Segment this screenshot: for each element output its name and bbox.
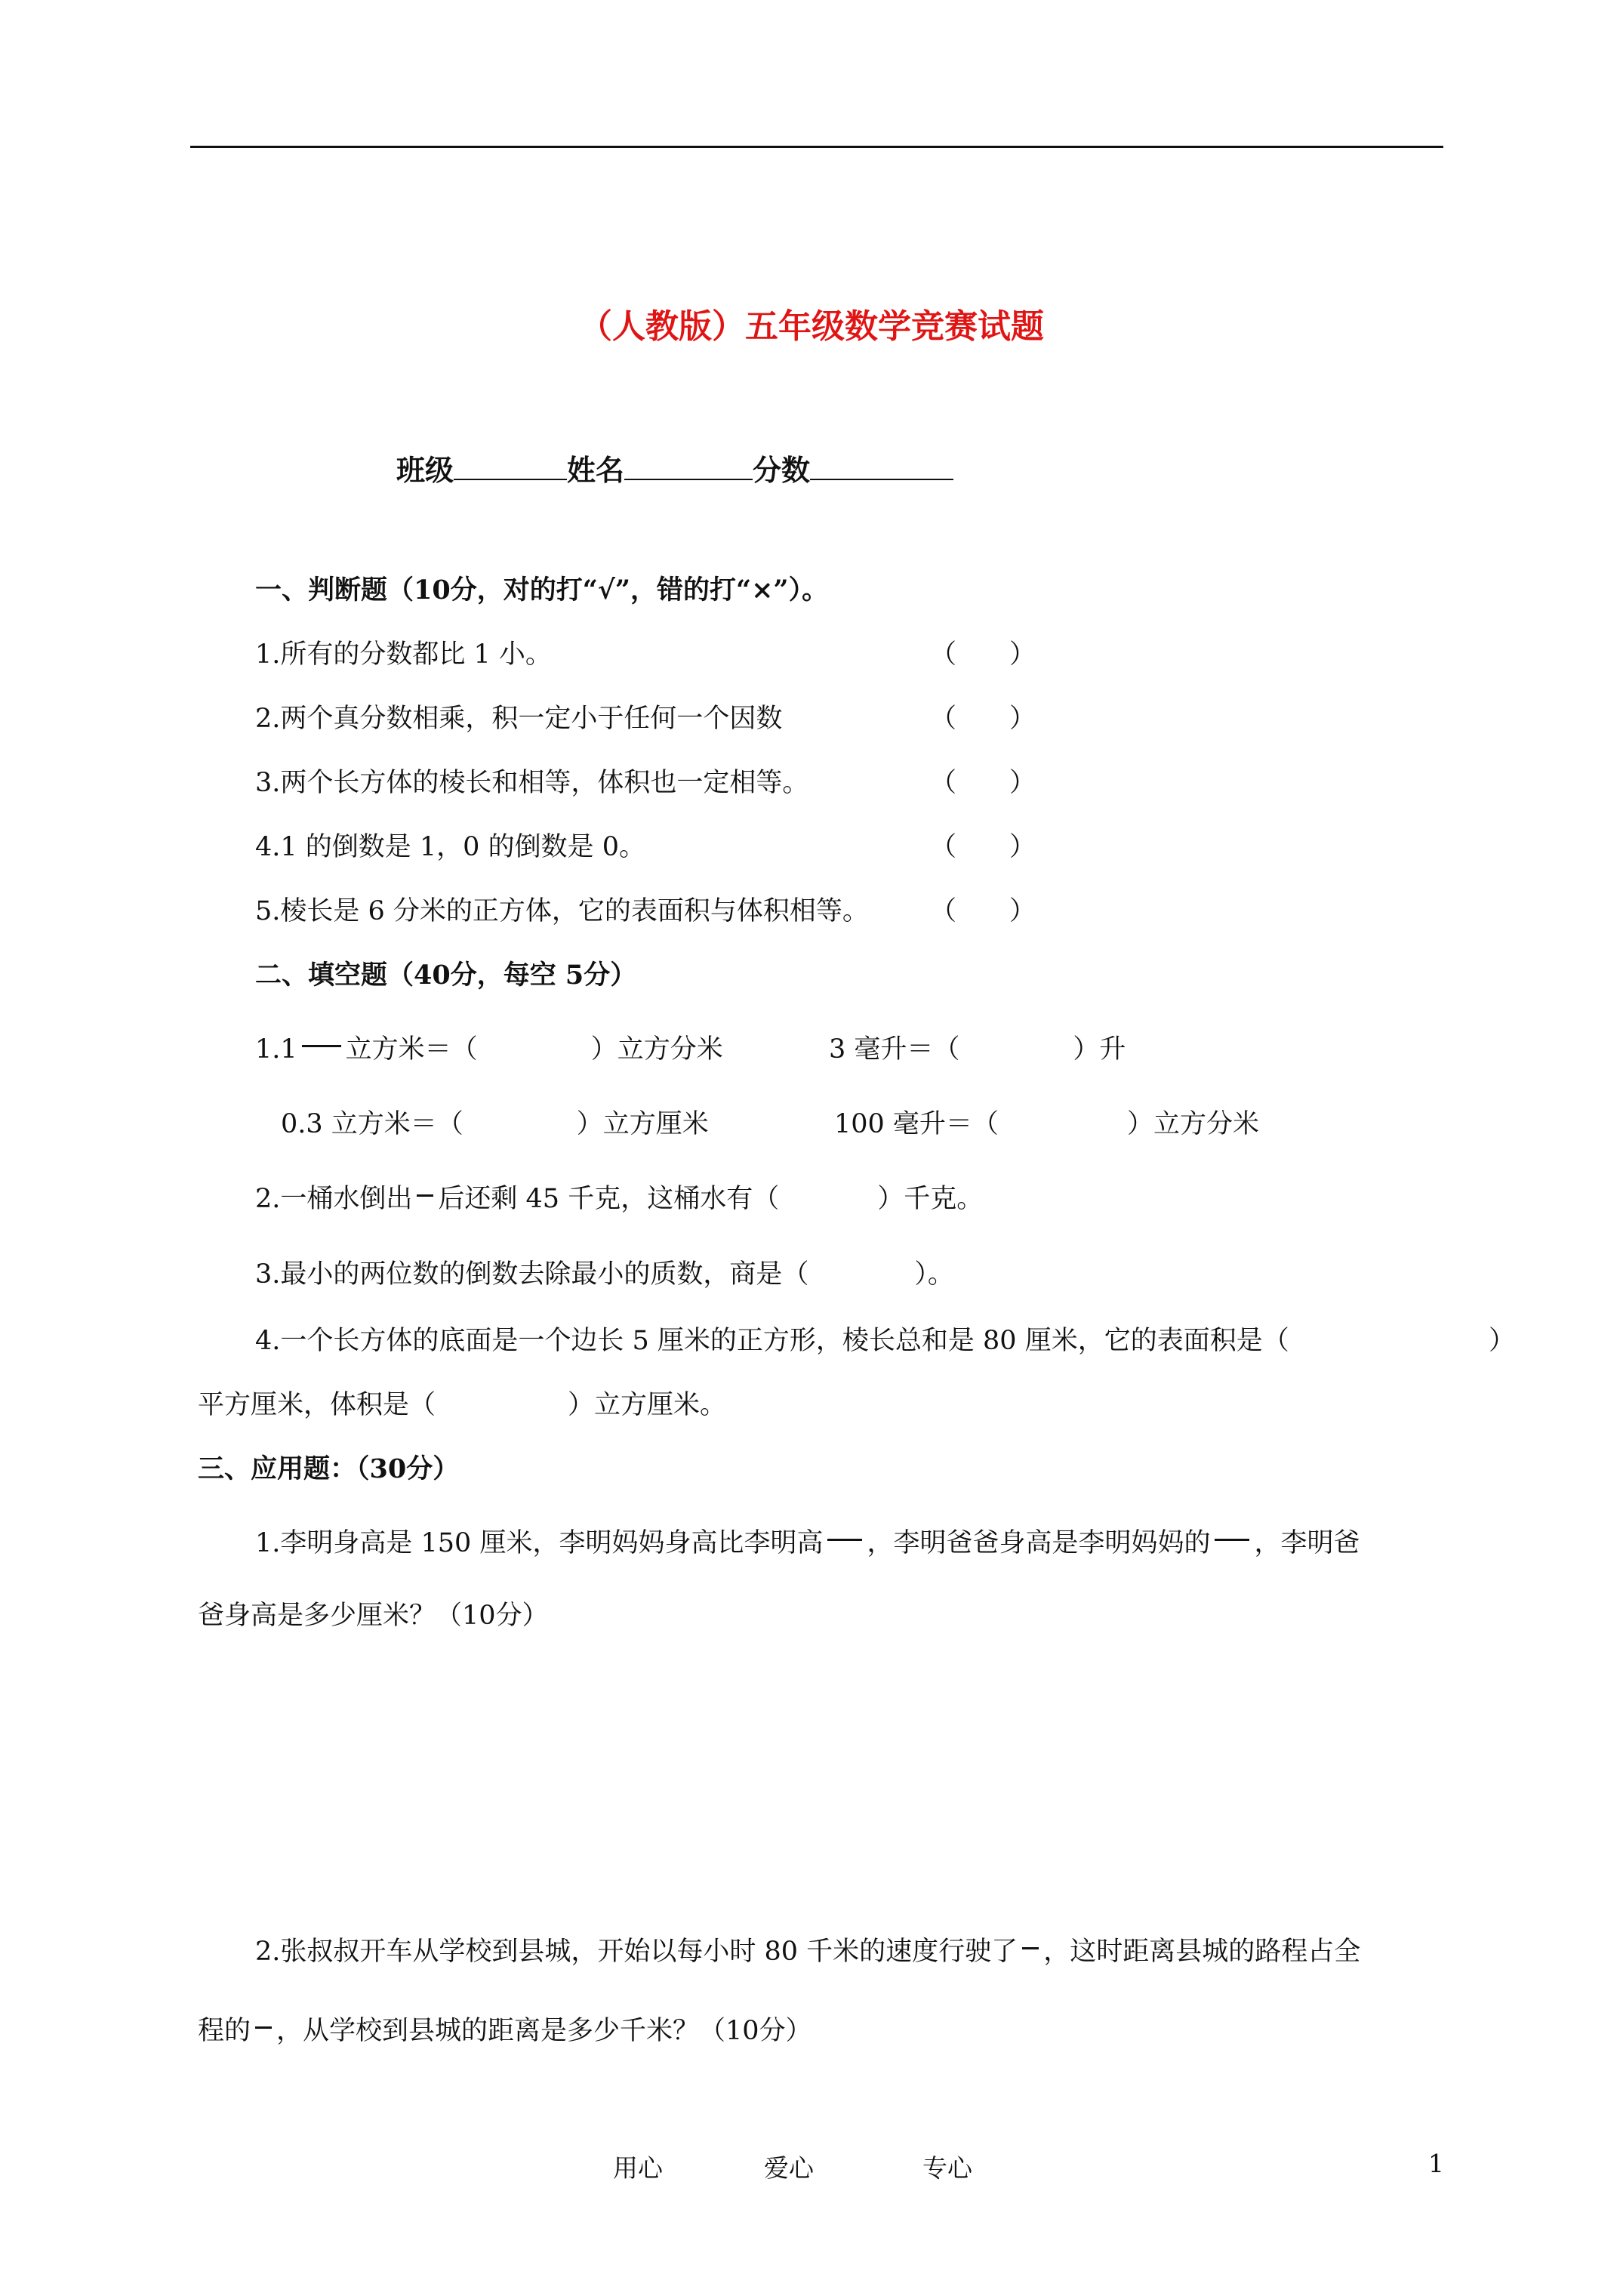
app-q1-text-b: ，李明爸爸身高是李明妈妈的 (867, 1528, 1211, 1558)
app-q2-line1 (255, 1935, 1360, 1968)
fill-q1b-end: ）升 (1073, 1034, 1126, 1065)
fill-q1a-mid: 立方米＝（ (345, 1034, 478, 1065)
fill-q1c-end: ）立方厘米 (576, 1109, 709, 1139)
header-rule (190, 146, 1443, 148)
fill-q1c (281, 1108, 709, 1141)
fraction-placeholder (1022, 1947, 1039, 1949)
footer-left: 用心 (613, 2153, 663, 2183)
section1-heading: 一、判断题（10分，对的打“√”，错的打“×”）。 (255, 575, 829, 606)
fill-q4-line1: 4.一个长方体的底面是一个边长 5 厘米的正方形，棱长总和是 80 厘米，它的表面积是（ (255, 1326, 1289, 1356)
fraction-placeholder (302, 1045, 341, 1047)
fill-q1d-end: ）立方分米 (1126, 1109, 1259, 1139)
app-q1-text-c: ，李明爸 (1254, 1528, 1360, 1558)
app-q1-line1 (255, 1527, 1360, 1560)
fill-q1d (834, 1108, 1259, 1141)
fill-q2-mid: 后还剩 45 千克，这桶水有（ (438, 1184, 780, 1214)
section1-item-5: 5.棱长是 6 分米的正方体，它的表面积与体积相等。 (255, 896, 869, 926)
answer-paren-4[interactable]: （ ） (930, 832, 1036, 862)
fill-q1d-start: 100 毫升＝（ (834, 1109, 999, 1139)
fill-q4-close-paren: ） (1489, 1326, 1516, 1356)
fraction-placeholder (1215, 1539, 1249, 1541)
fill-q1a-prefix: 1.1 (255, 1034, 297, 1065)
name-blank[interactable] (624, 451, 753, 480)
fill-q1b-start: 3 毫升＝（ (829, 1034, 960, 1065)
page-title: （人教版）五年级数学竞赛试题 (579, 307, 1044, 346)
fill-q3: 3.最小的两位数的倒数去除最小的质数，商是（ ）。 (255, 1259, 954, 1290)
section2-heading: 二、填空题（40分，每空 5分） (255, 960, 637, 991)
answer-paren-1[interactable]: （ ） (930, 639, 1036, 670)
app-q1-text-a: 1.李明身高是 150 厘米，李明妈妈身高比李明高 (255, 1528, 824, 1558)
fraction-placeholder (417, 1194, 433, 1197)
app-q1-line2: 爸身高是多少厘米？（10分） (198, 1601, 549, 1631)
score-label: 分数 (753, 453, 811, 487)
class-label: 班级 (396, 453, 454, 487)
fill-q1c-start: 0.3 立方米＝（ (281, 1109, 463, 1139)
section3-heading: 三、应用题：（30分） (198, 1453, 460, 1484)
score-blank[interactable] (810, 451, 953, 480)
section1-item-4: 4.1 的倒数是 1，0 的倒数是 0。 (255, 832, 645, 862)
app-q2-text-c: 程的 (198, 2016, 251, 2046)
section1-item-2: 2.两个真分数相乘，积一定小于任何一个因数 (255, 704, 783, 734)
name-label: 姓名 (567, 453, 625, 487)
footer-middle: 爱心 (764, 2153, 814, 2183)
answer-paren-3[interactable]: （ ） (930, 768, 1036, 798)
class-blank[interactable] (454, 451, 567, 480)
app-q2-line2 (198, 2014, 812, 2048)
app-q2-text-a: 2.张叔叔开车从学校到县城，开始以每小时 80 千米的速度行驶了 (255, 1937, 1018, 1967)
app-q2-text-d: ，从学校到县城的距离是多少千米？（10分） (276, 2016, 812, 2046)
fraction-placeholder (255, 2026, 272, 2029)
fill-q1a-end: ）立方分米 (590, 1034, 723, 1065)
fill-q2-start: 2.一桶水倒出 (255, 1184, 413, 1214)
answer-paren-2[interactable]: （ ） (930, 704, 1036, 734)
fill-q1b (829, 1033, 1126, 1066)
fill-q4-line2: 平方厘米，体积是（ ）立方厘米。 (198, 1390, 727, 1420)
fraction-placeholder (827, 1539, 862, 1541)
section1-item-1: 1.所有的分数都比 1 小。 (255, 639, 552, 670)
footer-right: 专心 (922, 2153, 972, 2183)
fill-q1a (255, 1033, 723, 1066)
section1-item-3: 3.两个长方体的棱长和相等，体积也一定相等。 (255, 768, 809, 798)
answer-paren-5[interactable]: （ ） (930, 896, 1036, 926)
app-q2-text-b: ，这时距离县城的路程占全 (1043, 1937, 1361, 1967)
student-info-line (396, 447, 953, 488)
fill-q2 (255, 1182, 983, 1216)
page-number: 1 (1428, 2149, 1444, 2178)
fill-q2-end: ）千克。 (877, 1184, 984, 1214)
